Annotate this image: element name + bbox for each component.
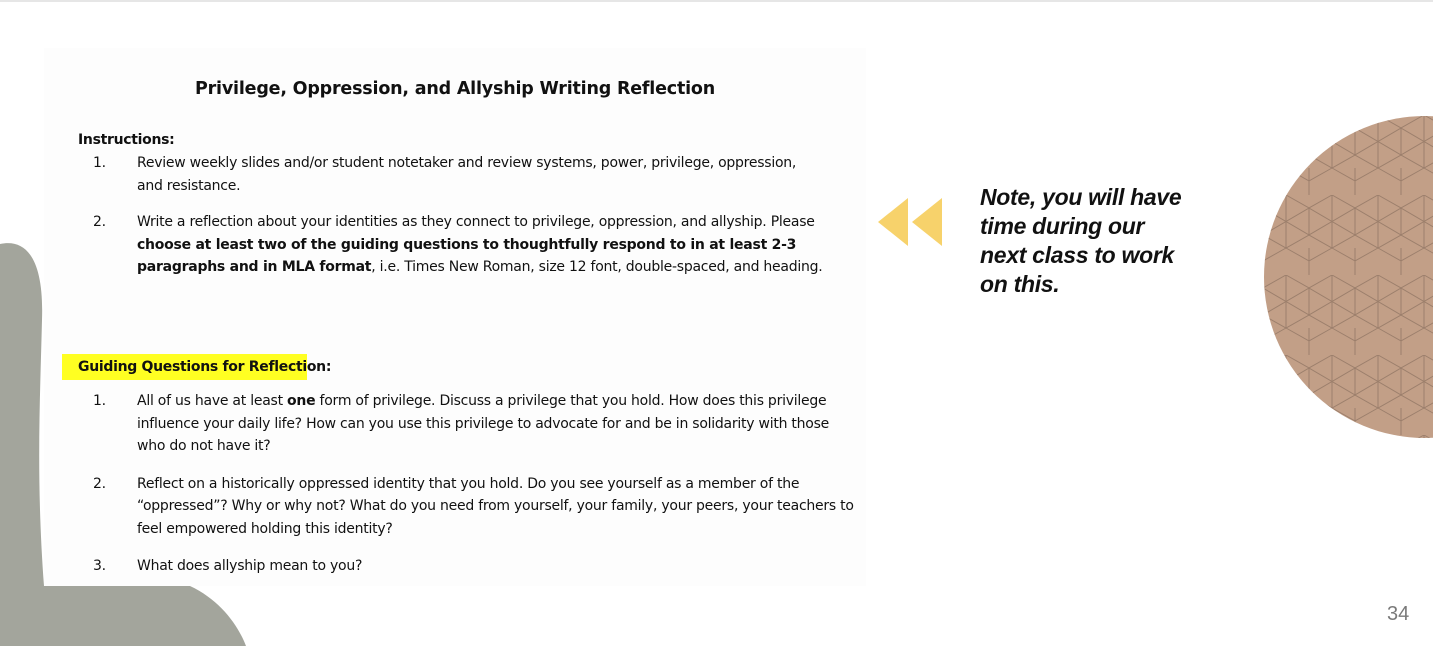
instruction-item	[78, 211, 847, 279]
list-number: 1.	[93, 393, 106, 409]
questions-list	[78, 390, 854, 578]
question-text	[137, 393, 829, 454]
patterned-circle	[1263, 115, 1433, 440]
text-run: Review weekly slides and/or student notetaker and review systems, power, privilege, oppression, and resistance.	[137, 155, 797, 194]
text-run: All of us have at least	[137, 393, 288, 409]
instruction-item	[78, 152, 797, 197]
document-title: Privilege, Oppression, and Allyship Writing Reflection	[195, 79, 715, 99]
text-run: , i.e. Times New Roman, size 12 font, double-spaced, and heading.	[371, 259, 823, 275]
question-item	[78, 390, 842, 458]
note-callout	[980, 183, 1240, 299]
list-number: 2.	[93, 475, 106, 492]
rewind-arrows-icon	[876, 196, 946, 248]
text-run: Reflect on a historically oppressed identity that you hold. Do you see yourself as a member of the “oppressed”? Why or why not? What do you need from yourself, your family, your peers, your teachers to feel empowered holding this identity?	[137, 475, 854, 537]
instructions-label: Instructions:	[78, 132, 175, 148]
question-text	[137, 558, 362, 574]
text-run: Write a reflection about your identities as they connect to privilege, oppression, and allyship. Please	[137, 214, 815, 230]
instruction-text	[137, 155, 796, 194]
question-item	[78, 473, 857, 541]
note-line: Note, you will have	[980, 184, 1182, 210]
list-number: 1.	[93, 155, 106, 171]
document-page	[44, 48, 866, 586]
note-line: time during our	[980, 213, 1145, 239]
list-number: 3.	[93, 558, 106, 574]
text-run: What does allyship mean to you?	[137, 558, 363, 574]
highlighted-text: Guiding Questions for Reflecti	[62, 354, 307, 380]
list-number: 2.	[93, 214, 106, 230]
instruction-text	[137, 214, 822, 275]
note-line: next class to work	[980, 242, 1175, 268]
text-run: form of privilege. Discuss a privilege that you hold. How does this privilege influence your daily life? How can you use this privilege to advocate for and be in solidarity with those who do not have it?	[137, 393, 829, 454]
question-item	[78, 555, 838, 578]
note-line: on this.	[980, 271, 1060, 297]
question-text	[137, 476, 854, 537]
instructions-list	[78, 152, 838, 279]
page-number: 34	[1387, 603, 1410, 625]
guiding-questions-label: Guiding Questions for Reflection:	[78, 359, 331, 375]
bold-text: one	[287, 393, 316, 409]
bold-text: choose at least two of the guiding questions to thoughtfully respond to in at least 2-3 paragraphs and in MLA format	[137, 236, 797, 275]
